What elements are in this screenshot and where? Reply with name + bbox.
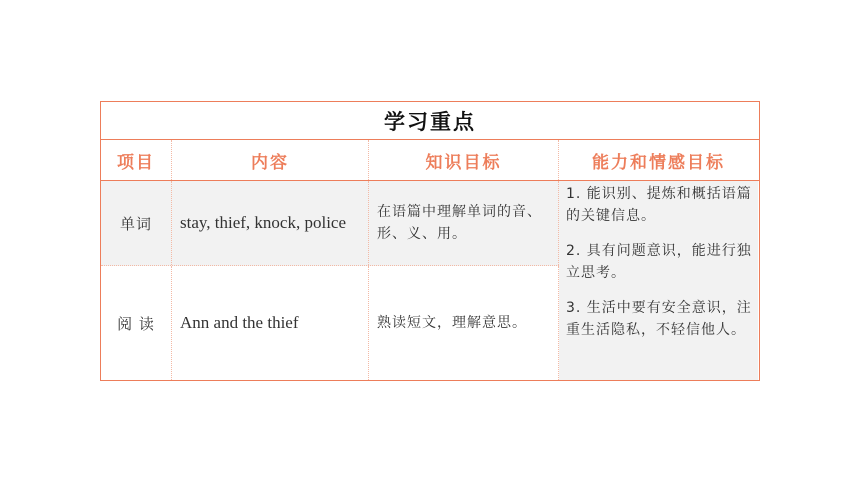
row-item-cell: 阅 读 [101, 266, 172, 380]
ability-goal-3: 3. 生活中要有安全意识，注重生活隐私，不轻信他人。 [566, 300, 752, 338]
header-item: 项目 [101, 140, 172, 180]
header-knowledge-goal: 知识目标 [369, 140, 559, 180]
row-item-cell: 单词 [101, 181, 172, 265]
ability-goal-1: 1. 能识别、提炼和概括语篇的关键信息。 [566, 186, 752, 224]
table-body [101, 181, 759, 380]
header-ability-goal: 能力和情感目标 [592, 152, 725, 173]
ability-goals-cell [559, 181, 758, 380]
row-content-cell: stay, thief, knock, police [172, 181, 369, 265]
table-row [101, 266, 559, 380]
ability-goal-2: 2. 具有问题意识，能进行独立思考。 [566, 243, 752, 281]
table-header-row [101, 140, 759, 181]
table-row [101, 181, 559, 266]
row-knowledge-cell: 在语篇中理解单词的音、形、义、用。 [369, 181, 559, 265]
learning-focus-table [100, 101, 760, 381]
table-title: 学习重点 [101, 102, 759, 140]
row-content-cell: Ann and the thief [172, 266, 369, 380]
header-content: 内容 [172, 140, 369, 180]
row-knowledge-cell: 熟读短文，理解意思。 [369, 266, 559, 380]
